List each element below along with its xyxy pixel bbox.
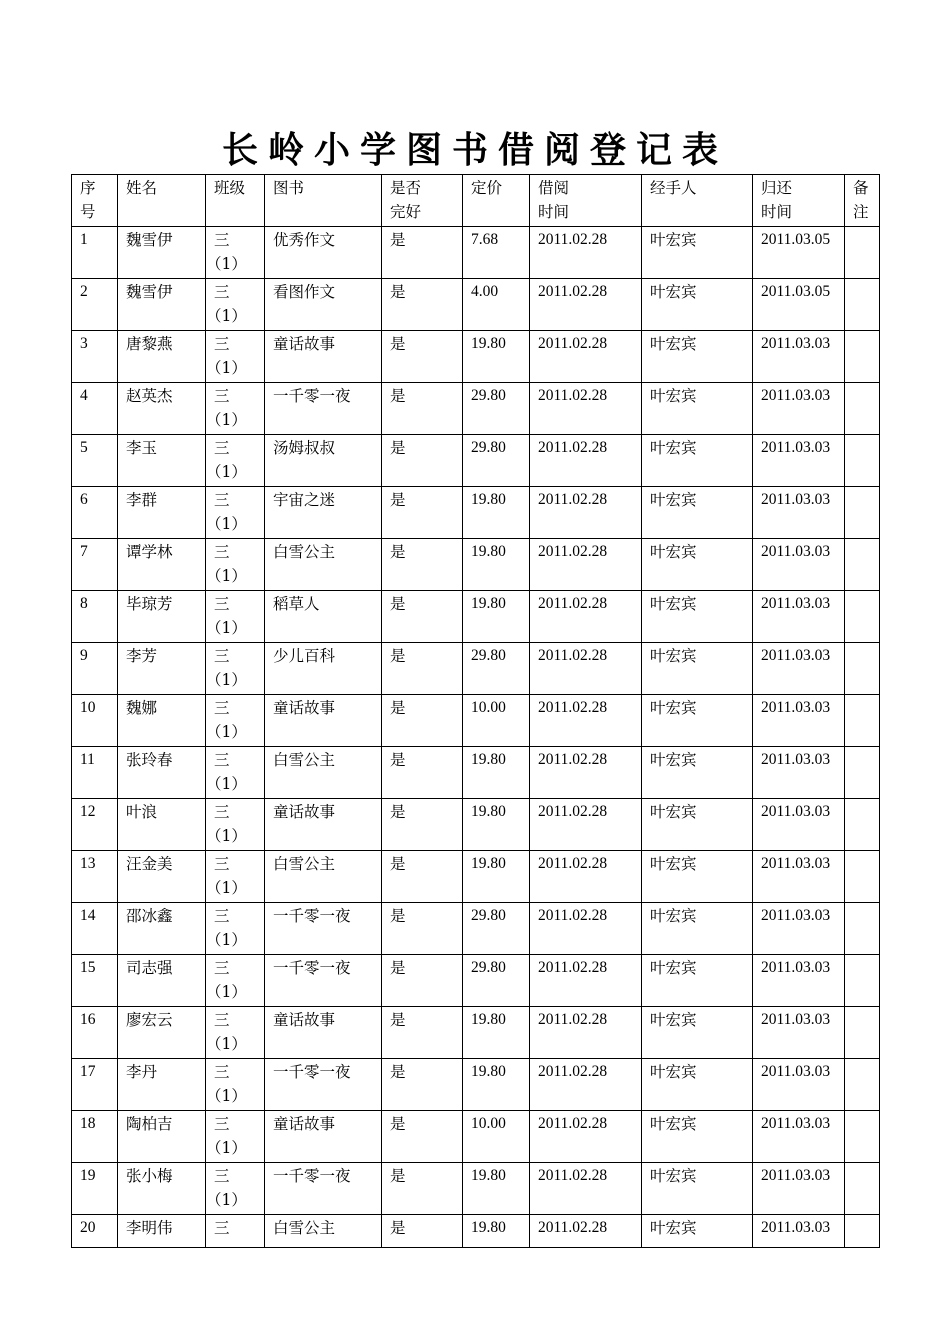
cell-name: 魏雪伊 (118, 227, 206, 279)
cell-price: 19.80 (463, 1163, 530, 1215)
table-row (72, 799, 880, 851)
cell-class (206, 487, 265, 539)
class-section: （1） (206, 671, 247, 689)
class-section: （1） (206, 723, 247, 741)
cell-borrow-date: 2011.02.28 (530, 487, 642, 539)
cell-book: 汤姆叔叔 (265, 435, 382, 487)
cell-class (206, 227, 265, 279)
cell-borrow-date: 2011.02.28 (530, 591, 642, 643)
cell-class (206, 695, 265, 747)
document-title: 长岭小学图书借阅登记表 (221, 129, 728, 171)
class-grade: 三 (214, 439, 230, 457)
table-row (72, 903, 880, 955)
header-return-date (753, 175, 845, 227)
cell-book: 一千零一夜 (265, 383, 382, 435)
cell-handler: 叶宏宾 (642, 747, 753, 799)
cell-return-date: 2011.03.03 (753, 1007, 845, 1059)
cell-handler: 叶宏宾 (642, 487, 753, 539)
table-row (72, 227, 880, 279)
cell-intact: 是 (382, 799, 463, 851)
cell-return-date: 2011.03.03 (753, 747, 845, 799)
cell-intact: 是 (382, 227, 463, 279)
cell-handler: 叶宏宾 (642, 227, 753, 279)
cell-name: 李玉 (118, 435, 206, 487)
header-name-line1: 姓名 (126, 179, 158, 197)
class-section: （1） (206, 827, 247, 845)
class-grade: 三 (214, 231, 230, 249)
cell-book: 一千零一夜 (265, 1163, 382, 1215)
header-row (72, 175, 880, 227)
table-row (72, 1163, 880, 1215)
cell-remarks (845, 851, 880, 903)
cell-borrow-date: 2011.02.28 (530, 695, 642, 747)
cell-class (206, 643, 265, 695)
class-grade: 三 (214, 751, 230, 769)
class-section: （1） (206, 567, 247, 585)
header-return-date-line2: 时间 (761, 203, 793, 221)
cell-remarks (845, 279, 880, 331)
class-grade: 三 (214, 855, 230, 873)
cell-intact: 是 (382, 747, 463, 799)
class-grade: 三 (214, 1011, 230, 1029)
cell-price: 19.80 (463, 591, 530, 643)
header-price-line1: 定价 (471, 179, 503, 197)
table-row (72, 591, 880, 643)
cell-class (206, 799, 265, 851)
cell-class (206, 747, 265, 799)
cell-name: 张小梅 (118, 1163, 206, 1215)
class-grade: 三 (214, 959, 230, 977)
cell-no: 14 (72, 903, 118, 955)
cell-no: 9 (72, 643, 118, 695)
class-grade: 三 (214, 699, 230, 717)
cell-borrow-date: 2011.02.28 (530, 1215, 642, 1248)
class-section: （1） (206, 515, 247, 533)
class-section: （1） (206, 1087, 247, 1105)
cell-price: 19.80 (463, 487, 530, 539)
table-header (72, 175, 880, 227)
cell-handler: 叶宏宾 (642, 435, 753, 487)
class-grade: 三 (214, 907, 230, 925)
cell-name: 陶柏吉 (118, 1111, 206, 1163)
class-section: （1） (206, 359, 247, 377)
cell-handler: 叶宏宾 (642, 695, 753, 747)
cell-remarks (845, 747, 880, 799)
cell-price: 19.80 (463, 539, 530, 591)
cell-name: 张玲春 (118, 747, 206, 799)
cell-intact: 是 (382, 331, 463, 383)
cell-intact: 是 (382, 1007, 463, 1059)
table-row (72, 331, 880, 383)
cell-book: 少儿百科 (265, 643, 382, 695)
table-row (72, 383, 880, 435)
cell-price: 19.80 (463, 1215, 530, 1248)
cell-book: 童话故事 (265, 1007, 382, 1059)
cell-book: 童话故事 (265, 799, 382, 851)
cell-handler: 叶宏宾 (642, 1007, 753, 1059)
cell-class (206, 591, 265, 643)
cell-book: 优秀作文 (265, 227, 382, 279)
cell-name: 司志强 (118, 955, 206, 1007)
cell-remarks (845, 955, 880, 1007)
cell-class (206, 279, 265, 331)
cell-price: 29.80 (463, 643, 530, 695)
header-borrow-date (530, 175, 642, 227)
cell-intact: 是 (382, 1111, 463, 1163)
cell-no: 13 (72, 851, 118, 903)
cell-no: 2 (72, 279, 118, 331)
cell-handler: 叶宏宾 (642, 383, 753, 435)
cell-borrow-date: 2011.02.28 (530, 435, 642, 487)
cell-borrow-date: 2011.02.28 (530, 539, 642, 591)
cell-class (206, 903, 265, 955)
table-row (72, 747, 880, 799)
cell-book: 一千零一夜 (265, 903, 382, 955)
class-grade: 三 (214, 803, 230, 821)
cell-return-date: 2011.03.03 (753, 1111, 845, 1163)
class-section: （1） (206, 1139, 247, 1157)
cell-book: 童话故事 (265, 1111, 382, 1163)
class-section: （1） (206, 983, 247, 1001)
cell-borrow-date: 2011.02.28 (530, 227, 642, 279)
cell-book: 一千零一夜 (265, 955, 382, 1007)
cell-intact: 是 (382, 1163, 463, 1215)
cell-no: 11 (72, 747, 118, 799)
cell-book: 童话故事 (265, 695, 382, 747)
cell-intact: 是 (382, 435, 463, 487)
header-no-line2: 号 (80, 203, 96, 221)
cell-no: 15 (72, 955, 118, 1007)
header-handler-line1: 经手人 (650, 179, 697, 197)
cell-name: 汪金美 (118, 851, 206, 903)
cell-return-date: 2011.03.03 (753, 1059, 845, 1111)
cell-return-date: 2011.03.03 (753, 383, 845, 435)
borrow-register-table (71, 174, 880, 1248)
cell-return-date: 2011.03.03 (753, 695, 845, 747)
header-handler (642, 175, 753, 227)
cell-return-date: 2011.03.03 (753, 487, 845, 539)
cell-name: 毕琼芳 (118, 591, 206, 643)
cell-class (206, 1111, 265, 1163)
cell-intact: 是 (382, 643, 463, 695)
class-grade: 三 (214, 387, 230, 405)
cell-remarks (845, 1059, 880, 1111)
header-no-line1: 序 (80, 179, 96, 197)
cell-handler: 叶宏宾 (642, 1215, 753, 1248)
header-intact-line2: 完好 (390, 203, 422, 221)
cell-handler: 叶宏宾 (642, 591, 753, 643)
cell-class (206, 851, 265, 903)
cell-intact: 是 (382, 539, 463, 591)
cell-remarks (845, 643, 880, 695)
cell-name: 李明伟 (118, 1215, 206, 1248)
class-grade: 三 (214, 491, 230, 509)
cell-remarks (845, 435, 880, 487)
table-body (72, 227, 880, 1248)
cell-no: 18 (72, 1111, 118, 1163)
cell-book: 看图作文 (265, 279, 382, 331)
cell-price: 19.80 (463, 1059, 530, 1111)
header-return-date-line1: 归还 (761, 179, 793, 197)
cell-class (206, 1215, 265, 1248)
cell-class (206, 435, 265, 487)
class-grade: 三 (214, 543, 230, 561)
cell-price: 29.80 (463, 903, 530, 955)
cell-remarks (845, 539, 880, 591)
cell-no: 7 (72, 539, 118, 591)
cell-name: 李芳 (118, 643, 206, 695)
cell-handler: 叶宏宾 (642, 1111, 753, 1163)
cell-return-date: 2011.03.03 (753, 435, 845, 487)
header-book-line1: 图书 (273, 179, 305, 197)
table-row (72, 435, 880, 487)
cell-borrow-date: 2011.02.28 (530, 799, 642, 851)
table-row (72, 643, 880, 695)
header-name (118, 175, 206, 227)
header-borrow-date-line2: 时间 (538, 203, 570, 221)
class-section: （1） (206, 619, 247, 637)
cell-no: 8 (72, 591, 118, 643)
cell-handler: 叶宏宾 (642, 903, 753, 955)
cell-price: 19.80 (463, 1007, 530, 1059)
cell-borrow-date: 2011.02.28 (530, 643, 642, 695)
cell-book: 一千零一夜 (265, 1059, 382, 1111)
cell-remarks (845, 591, 880, 643)
header-price (463, 175, 530, 227)
header-intact (382, 175, 463, 227)
cell-intact: 是 (382, 1059, 463, 1111)
cell-no: 1 (72, 227, 118, 279)
cell-price: 19.80 (463, 799, 530, 851)
cell-name: 李丹 (118, 1059, 206, 1111)
cell-no: 5 (72, 435, 118, 487)
cell-name: 魏娜 (118, 695, 206, 747)
header-borrow-date-line1: 借阅 (538, 179, 570, 197)
class-grade: 三 (214, 335, 230, 353)
cell-name: 廖宏云 (118, 1007, 206, 1059)
cell-name: 李群 (118, 487, 206, 539)
cell-book: 白雪公主 (265, 539, 382, 591)
cell-return-date: 2011.03.03 (753, 539, 845, 591)
cell-price: 7.68 (463, 227, 530, 279)
cell-intact: 是 (382, 279, 463, 331)
class-grade: 三 (214, 1167, 230, 1185)
cell-book: 白雪公主 (265, 1215, 382, 1248)
cell-borrow-date: 2011.02.28 (530, 955, 642, 1007)
cell-name: 唐黎燕 (118, 331, 206, 383)
cell-class (206, 539, 265, 591)
cell-return-date: 2011.03.03 (753, 331, 845, 383)
cell-price: 4.00 (463, 279, 530, 331)
cell-class (206, 1059, 265, 1111)
cell-return-date: 2011.03.03 (753, 955, 845, 1007)
cell-name: 叶浪 (118, 799, 206, 851)
cell-borrow-date: 2011.02.28 (530, 747, 642, 799)
class-section: （1） (206, 411, 247, 429)
class-section: （1） (206, 255, 247, 273)
cell-borrow-date: 2011.02.28 (530, 1163, 642, 1215)
cell-remarks (845, 1007, 880, 1059)
cell-price: 10.00 (463, 695, 530, 747)
header-class-line1: 班级 (214, 179, 246, 197)
class-grade: 三 (214, 1063, 230, 1081)
cell-book: 宇宙之迷 (265, 487, 382, 539)
cell-return-date: 2011.03.05 (753, 279, 845, 331)
cell-handler: 叶宏宾 (642, 851, 753, 903)
cell-intact: 是 (382, 487, 463, 539)
cell-no: 19 (72, 1163, 118, 1215)
cell-name: 邵冰鑫 (118, 903, 206, 955)
cell-class (206, 1163, 265, 1215)
class-grade: 三 (214, 1115, 230, 1133)
cell-price: 29.80 (463, 955, 530, 1007)
cell-return-date: 2011.03.03 (753, 799, 845, 851)
class-section: （1） (206, 307, 247, 325)
class-section: （1） (206, 879, 247, 897)
cell-remarks (845, 383, 880, 435)
cell-remarks (845, 487, 880, 539)
header-remarks (845, 175, 880, 227)
table-row (72, 539, 880, 591)
cell-price: 19.80 (463, 747, 530, 799)
cell-borrow-date: 2011.02.28 (530, 279, 642, 331)
class-grade: 三 (214, 647, 230, 665)
cell-no: 3 (72, 331, 118, 383)
cell-book: 白雪公主 (265, 747, 382, 799)
cell-price: 29.80 (463, 435, 530, 487)
cell-borrow-date: 2011.02.28 (530, 1059, 642, 1111)
cell-return-date: 2011.03.03 (753, 591, 845, 643)
cell-no: 10 (72, 695, 118, 747)
table-row (72, 695, 880, 747)
cell-handler: 叶宏宾 (642, 279, 753, 331)
table-row (72, 1215, 880, 1248)
cell-intact: 是 (382, 903, 463, 955)
cell-name: 魏雪伊 (118, 279, 206, 331)
header-book (265, 175, 382, 227)
cell-borrow-date: 2011.02.28 (530, 1007, 642, 1059)
table-row (72, 1007, 880, 1059)
cell-intact: 是 (382, 695, 463, 747)
cell-return-date: 2011.03.03 (753, 851, 845, 903)
cell-handler: 叶宏宾 (642, 1163, 753, 1215)
header-intact-line1: 是否 (390, 179, 422, 197)
cell-class (206, 955, 265, 1007)
cell-no: 4 (72, 383, 118, 435)
cell-no: 12 (72, 799, 118, 851)
cell-remarks (845, 1215, 880, 1248)
cell-return-date: 2011.03.03 (753, 1215, 845, 1248)
cell-handler: 叶宏宾 (642, 955, 753, 1007)
cell-return-date: 2011.03.03 (753, 643, 845, 695)
table-row (72, 487, 880, 539)
class-section: （1） (206, 1191, 247, 1209)
class-grade: 三 (214, 595, 230, 613)
cell-handler: 叶宏宾 (642, 643, 753, 695)
cell-price: 19.80 (463, 331, 530, 383)
cell-borrow-date: 2011.02.28 (530, 1111, 642, 1163)
header-class (206, 175, 265, 227)
table-row (72, 955, 880, 1007)
cell-handler: 叶宏宾 (642, 799, 753, 851)
cell-remarks (845, 1111, 880, 1163)
cell-no: 20 (72, 1215, 118, 1248)
cell-borrow-date: 2011.02.28 (530, 903, 642, 955)
cell-price: 29.80 (463, 383, 530, 435)
cell-price: 19.80 (463, 851, 530, 903)
cell-intact: 是 (382, 851, 463, 903)
cell-remarks (845, 799, 880, 851)
cell-handler: 叶宏宾 (642, 1059, 753, 1111)
cell-name: 谭学林 (118, 539, 206, 591)
cell-book: 白雪公主 (265, 851, 382, 903)
cell-remarks (845, 695, 880, 747)
cell-return-date: 2011.03.05 (753, 227, 845, 279)
cell-name: 赵英杰 (118, 383, 206, 435)
cell-remarks (845, 331, 880, 383)
cell-borrow-date: 2011.02.28 (530, 383, 642, 435)
cell-book: 童话故事 (265, 331, 382, 383)
class-section: （1） (206, 463, 247, 481)
cell-intact: 是 (382, 591, 463, 643)
cell-no: 17 (72, 1059, 118, 1111)
table-row (72, 279, 880, 331)
table-row (72, 1111, 880, 1163)
header-remarks-line2: 注 (853, 203, 869, 221)
class-section: （1） (206, 1035, 247, 1053)
cell-class (206, 383, 265, 435)
cell-class (206, 1007, 265, 1059)
cell-borrow-date: 2011.02.28 (530, 331, 642, 383)
class-grade: 三 (214, 283, 230, 301)
class-section: （1） (206, 931, 247, 949)
header-remarks-line1: 备 (853, 179, 869, 197)
cell-price: 10.00 (463, 1111, 530, 1163)
class-grade: 三 (214, 1219, 230, 1237)
cell-return-date: 2011.03.03 (753, 1163, 845, 1215)
header-no (72, 175, 118, 227)
cell-return-date: 2011.03.03 (753, 903, 845, 955)
class-section: （1） (206, 775, 247, 793)
cell-book: 稻草人 (265, 591, 382, 643)
cell-remarks (845, 227, 880, 279)
cell-handler: 叶宏宾 (642, 331, 753, 383)
cell-no: 6 (72, 487, 118, 539)
cell-no: 16 (72, 1007, 118, 1059)
cell-remarks (845, 1163, 880, 1215)
table-row (72, 1059, 880, 1111)
cell-intact: 是 (382, 383, 463, 435)
cell-class (206, 331, 265, 383)
cell-remarks (845, 903, 880, 955)
cell-borrow-date: 2011.02.28 (530, 851, 642, 903)
cell-handler: 叶宏宾 (642, 539, 753, 591)
table-row (72, 851, 880, 903)
cell-intact: 是 (382, 1215, 463, 1248)
cell-intact: 是 (382, 955, 463, 1007)
